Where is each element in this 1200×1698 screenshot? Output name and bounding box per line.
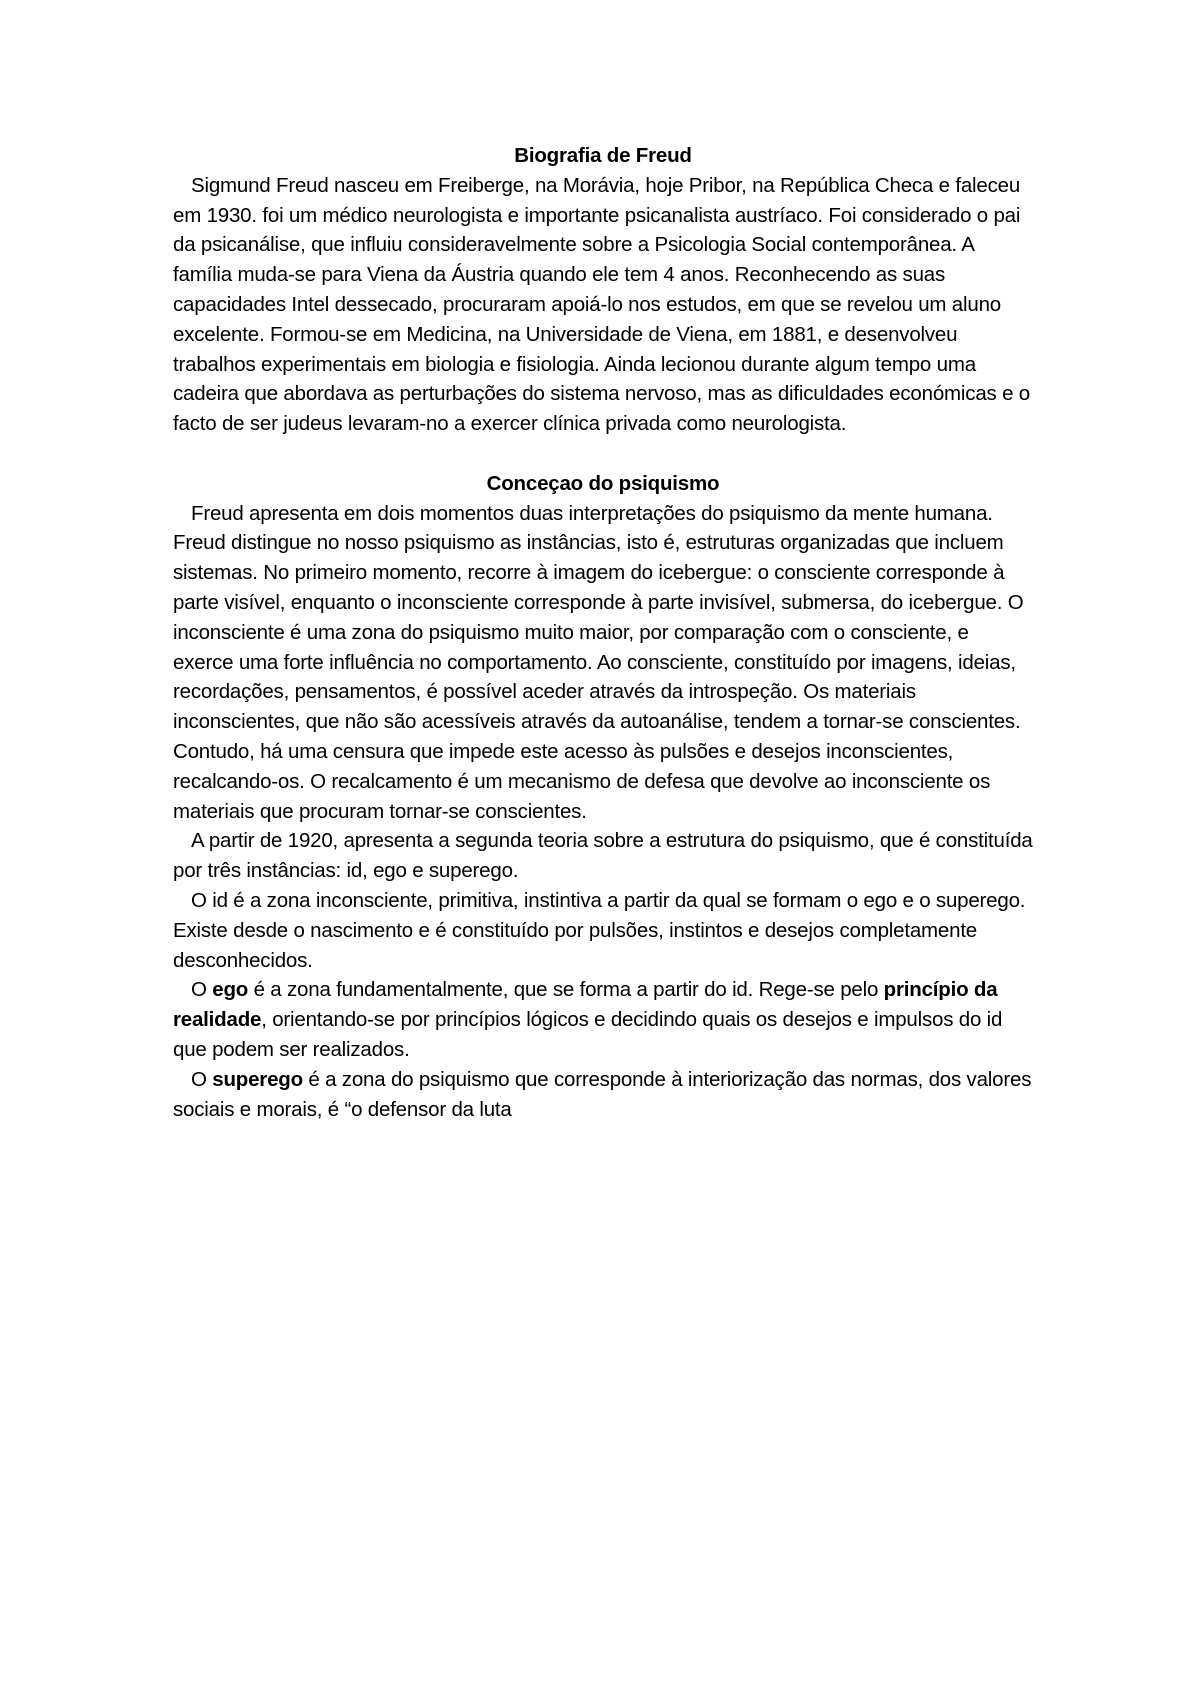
section-title-concecao: Conceçao do psiquismo [486,471,720,495]
bold-term-principio-realidade: princípio da realidade [173,978,998,1032]
paragraph-segunda-teoria: A partir de 1920, apresenta a segunda teoria sobre a estrutura do psiquismo, que é constituída por três instâncias: id, ego e superego. [173,829,1033,883]
paragraph-ego [173,975,1033,1064]
paragraph-spacer [173,439,1033,469]
document-body [173,141,1033,1124]
text-run: , orientando-se por princípios lógicos e decidindo quais os desejos e impulsos do id que podem ser realizados. [173,1008,1003,1061]
text-run: é a zona fundamentalmente, que se forma a partir do id. Rege-se pelo [248,978,884,1002]
bold-term-ego: ego [212,978,249,1002]
paragraph-psiquismo-intro: Freud apresenta em dois momentos duas interpretações do psiquismo da mente humana. Freud distingue no nosso psiquismo as instâncias, isto é, estruturas organizadas que incluem sistemas. No primeiro momento, recorre à imagem do icebergue: o consciente corresponde à parte visível, enquanto o inconsciente corresponde à parte invisível, submersa, do icebergue. O inconsciente é uma zona do psiquismo muito maior, por comparação com o consciente, e exerce uma forte influência no comportamento. Ao consciente, constituído por imagens, ideias, recordações, pensamentos, é possível aceder através da introspeção. Os materiais inconscientes, que não são acessíveis através da autoanálise, tendem a tornar-se conscientes. Contudo, há uma censura que impede este acesso às pulsões e desejos inconscientes, recalcando-os. O recalcamento é um mecanismo de defesa que devolve ao inconsciente os materiais que procuram tornar-se conscientes. [173,501,1024,823]
bold-term-superego: superego [212,1067,303,1091]
paragraph-superego [173,1065,1033,1125]
section-title-biografia: Biografia de Freud [514,144,692,167]
text-run: O [191,978,213,1002]
text-run: é a zona do psiquismo que corresponde à interiorização das normas, dos valores sociais e morais, é “o defensor da luta [173,1067,1032,1121]
text-run: O [191,1067,213,1091]
paragraph-biography: Sigmund Freud nasceu em Freiberge, na Morávia, hoje Pribor, na República Checa e faleceu em 1930. foi um médico neurologista e importante psicanalista austríaco. Foi considerado o pai da psicanálise, que influiu consideravelmente sobre a Psicologia Social contemporânea. A família muda-se para Viena da Áustria quando ele tem 4 anos. Reconhecendo as suas capacidades Intel dessecado, procuraram apoiá-lo nos estudos, em que se revelou um aluno excelente. Formou-se em Medicina, na Universidade de Viena, em 1881, e desenvolveu trabalhos experimentais em biologia e fisiologia. Ainda lecionou durante algum tempo uma cadeira que abordava as perturbações do sistema nervoso, mas as dificuldades económicas e o facto de ser judeus levaram-no a exercer clínica privada como neurologista. [173,173,1030,436]
paragraph-id: O id é a zona inconsciente, primitiva, instintiva a partir da qual se formam o ego e o superego. Existe desde o nascimento e é constituído por pulsões, instintos e desejos completamente desconhecidos. [173,888,1026,972]
